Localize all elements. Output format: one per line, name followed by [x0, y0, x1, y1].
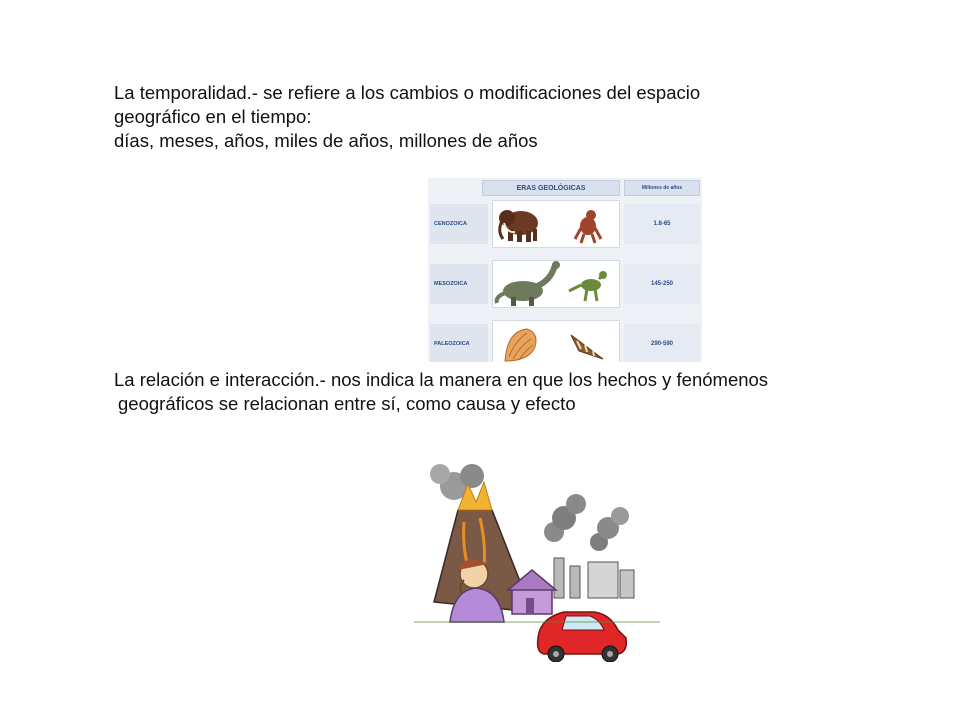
- era-row: [428, 198, 702, 250]
- era-name: MESOZOICA: [430, 264, 488, 304]
- temporalidad-line-3: días, meses, años, miles de años, millones de años: [114, 130, 538, 151]
- era-value: 1.8-65: [624, 204, 700, 244]
- car-icon: [538, 612, 627, 662]
- era-value: 290-590: [624, 324, 700, 362]
- era-name: PALEOZOICA: [430, 324, 488, 362]
- era-image: [492, 200, 620, 248]
- era-row: [428, 258, 702, 310]
- primate-icon: [575, 210, 601, 243]
- shell-icon: [505, 329, 536, 361]
- eras-table-title: ERAS GEOLÓGICAS: [482, 180, 620, 196]
- relacion-line-1: La relación e interacción.- nos indica la manera en que los hechos y fenómenos: [114, 369, 769, 390]
- era-image: [492, 260, 620, 308]
- era-value: 145-250: [624, 264, 700, 304]
- theropod-icon: [569, 271, 607, 301]
- relacion-line-2: geográficos se relacionan entre sí, como causa y efecto: [118, 393, 576, 414]
- relacion-paragraph: [114, 368, 768, 416]
- eras-geologicas-table: [428, 178, 702, 362]
- eras-table-units-header: Millones de años: [624, 180, 700, 196]
- snail-icon: [571, 335, 603, 359]
- era-image: [492, 320, 620, 362]
- mammoth-icon: [499, 210, 538, 242]
- era-name: CENOZOICA: [430, 204, 488, 244]
- temporalidad-paragraph: [114, 81, 700, 153]
- factory-icon: [554, 558, 634, 598]
- sauropod-icon: [497, 261, 560, 306]
- era-row: [428, 318, 702, 362]
- temporalidad-line-1: La temporalidad.- se refiere a los cambios o modificaciones del espacio: [114, 82, 701, 103]
- cause-effect-illustration: [414, 462, 660, 662]
- temporalidad-line-2: geográfico en el tiempo:: [114, 106, 312, 127]
